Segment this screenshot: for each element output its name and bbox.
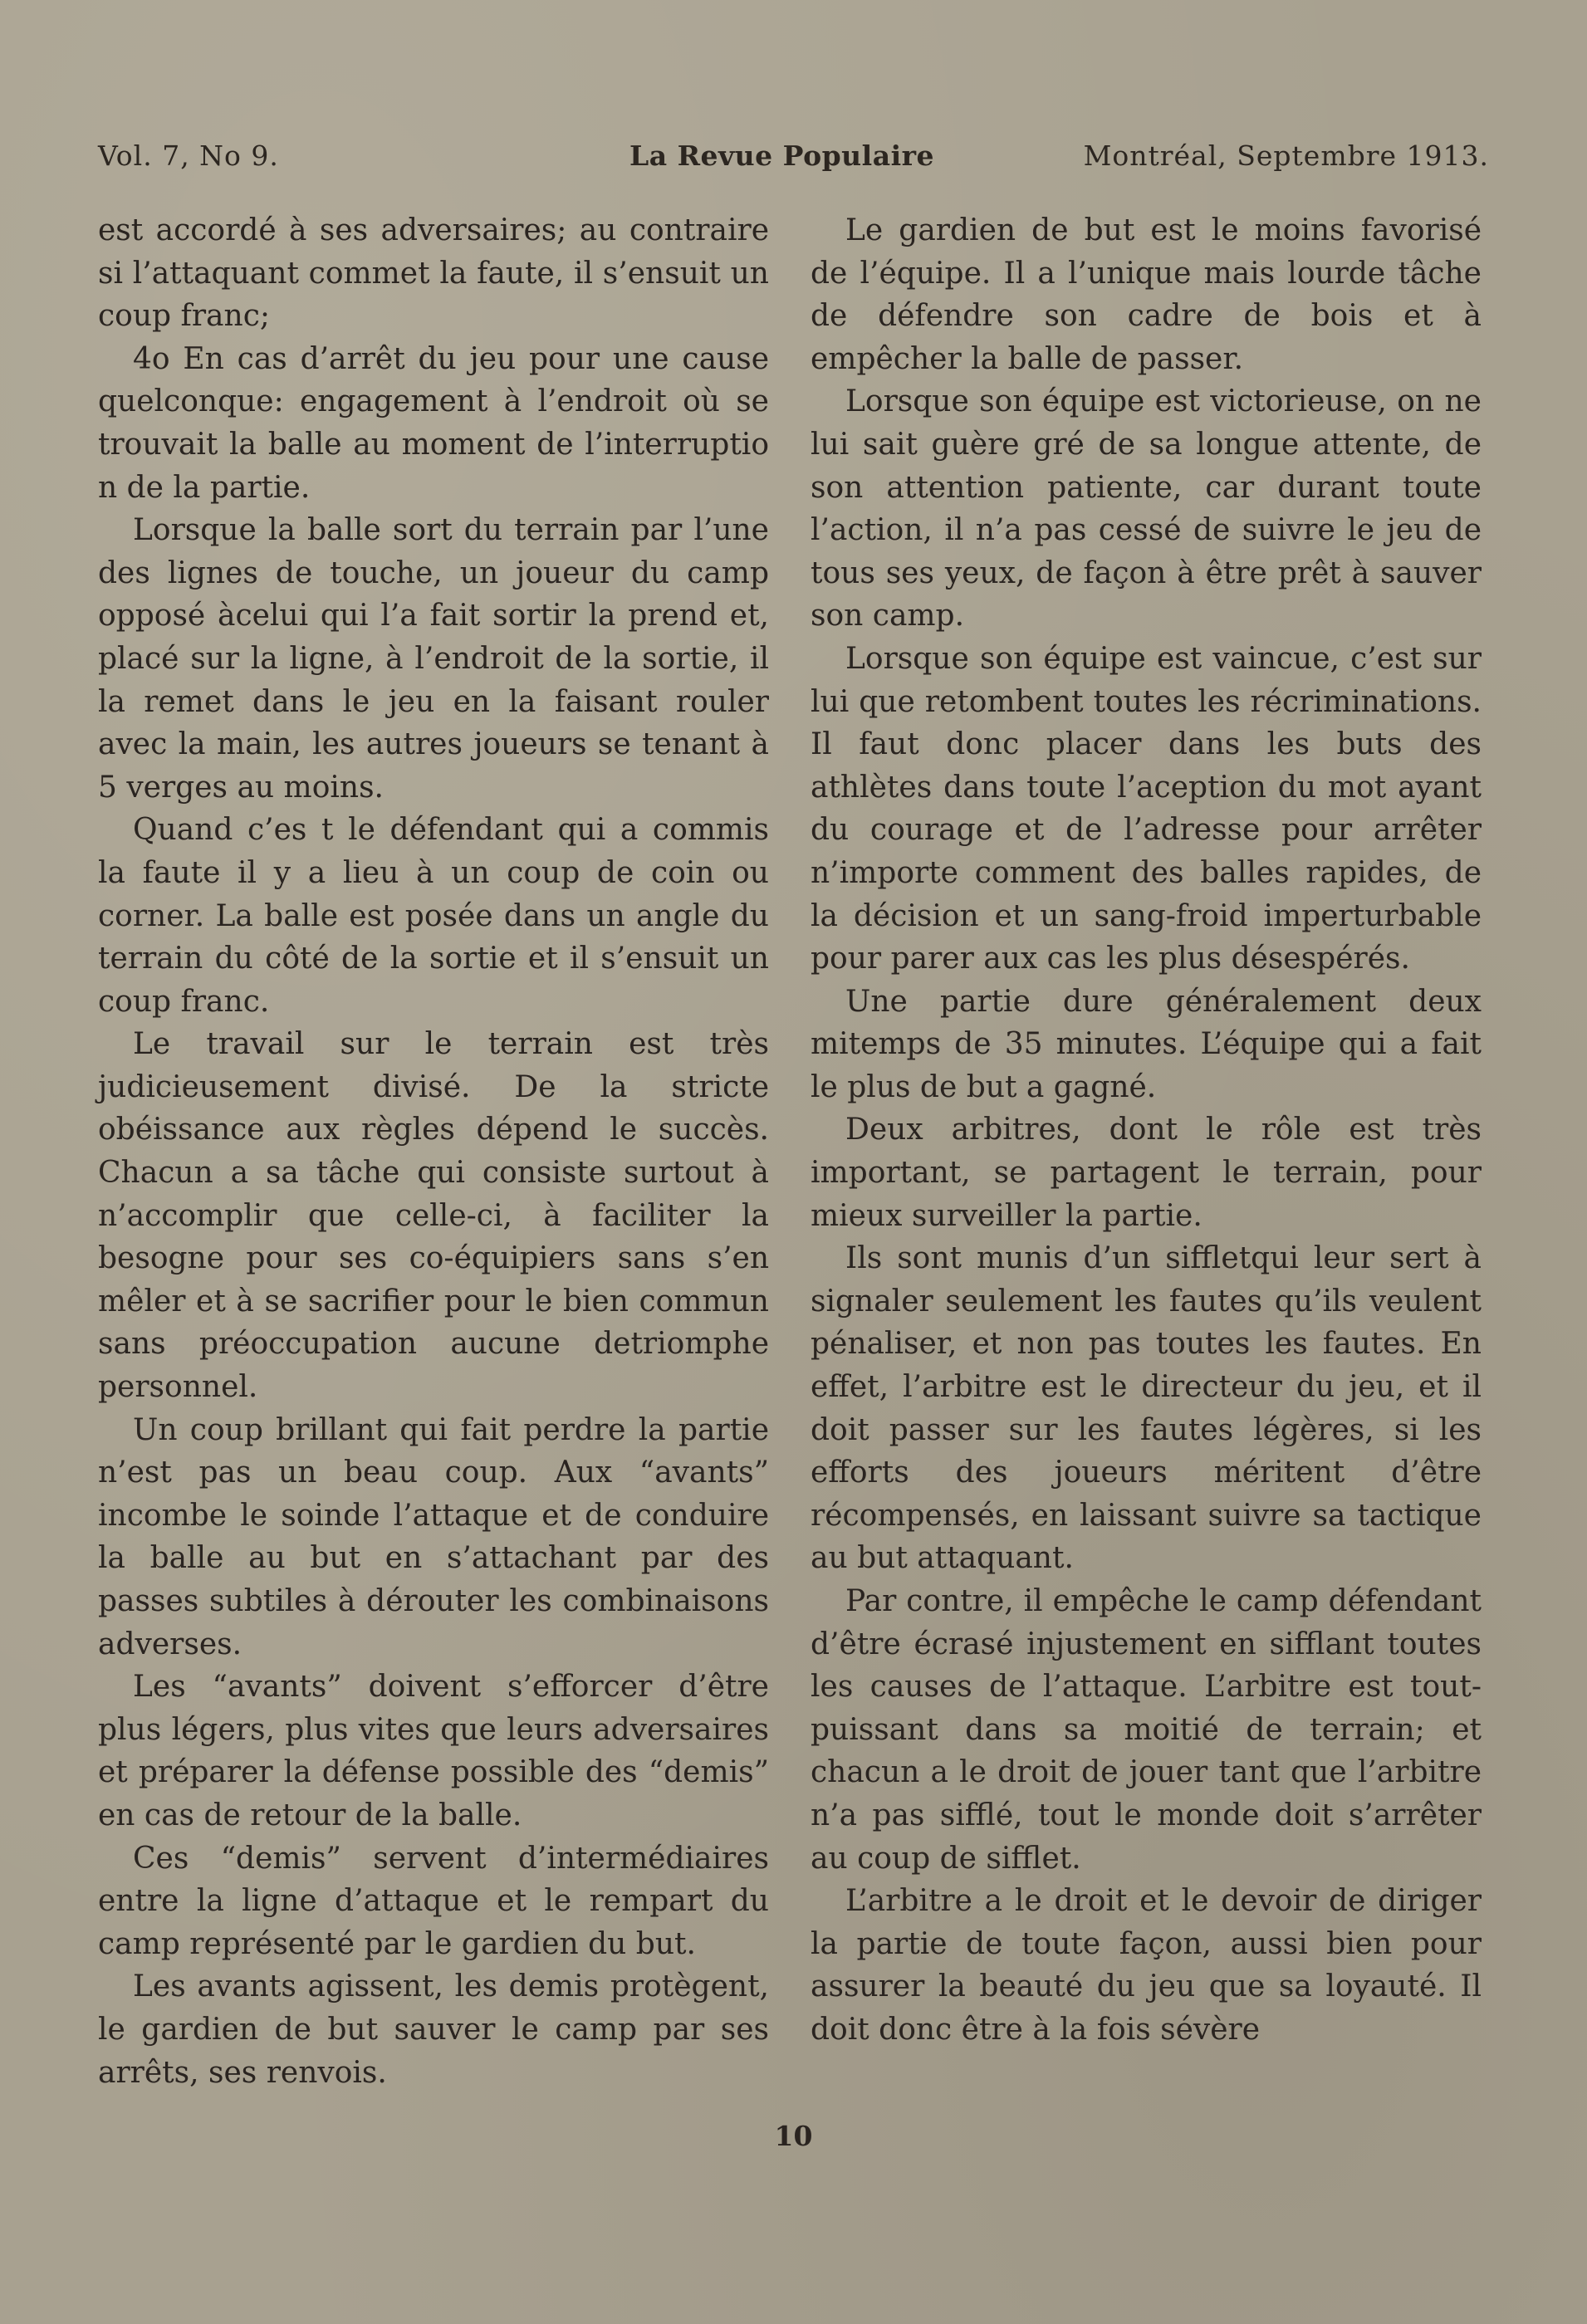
paragraph: Ces “demis” servent d’intermédiaires entre la ligne d’attaque et le rempart du camp représenté par le gardien du but. [98, 1841, 769, 1961]
page-number: 10 [774, 2120, 813, 2152]
paragraph: Quand c’es t le défendant qui a commis la faute il y a lieu à un coup de coin ou corner. La balle est posée dans un angle du terrain du côté de la sortie et il s’ensuit un coup franc. [98, 813, 769, 1019]
paragraph: 4o En cas d’arrêt du jeu pour une cause quelconque: engagement à l’endroit où se trouvait la balle au moment de l’interruptio n de la partie. [98, 341, 769, 505]
paragraph: Lorsque son équipe est victorieuse, on ne lui sait guère gré de sa longue attente, de son attention patiente, car durant toute l’action, il n’a pas cessé de suivre le jeu de tous ses yeux, de façon à être prêt à sauver son camp. [811, 384, 1482, 634]
paragraph: Une partie dure généralement deux mitemps de 35 minutes. L’équipe qui a fait le plus de but a gagné. [811, 984, 1482, 1104]
paragraph: Lorsque la balle sort du terrain par l’une des lignes de touche, un joueur du camp opposé àcelui qui l’a fait sortir la prend et, placé sur la ligne, à l’endroit de la sortie, il la remet dans le jeu en la faisant rouler avec la main, les autres joueurs se tenant à 5 verges au moins. [98, 513, 769, 805]
paragraph: Lorsque son équipe est vaincue, c’est sur lui que retombent toutes les récriminations. Il faut donc placer dans les buts des athlètes dans toute l’aception du mot ayant du courage et de l’adresse pour arrêter n’importe comment des balles rapides, de la décision et un sang-froid imperturbable pour parer aux cas les plus désespérés. [811, 641, 1482, 976]
left-column [98, 209, 769, 2094]
paragraph: Un coup brillant qui fait perdre la partie n’est pas un beau coup. Aux “avants” incombe le soinde l’attaque et de conduire la balle au but en s’attachant par des passes subtiles à dérouter les combinaisons adverses. [98, 1412, 769, 1661]
place-date: Montréal, Septembre 1913. [1083, 139, 1489, 172]
paragraph: Les avants agissent, les demis protègent, le gardien de but sauver le camp par ses arrêts, ses renvois. [98, 1969, 769, 2090]
paragraph: Le travail sur le terrain est très judicieusement divisé. De la stricte obéissance aux règles dépend le succès. Chacun a sa tâche qui consiste surtout à n’accomplir que celle-ci, à faciliter la besogne pour ses co-équipiers sans s’en mêler et à se sacrifier pour le bien commun sans préoccupation aucune detriomphe personnel. [98, 1027, 769, 1405]
paragraph: Par contre, il empêche le camp défendant d’être écrasé injustement en sifflant toutes les causes de l’attaque. L’arbitre est tout-puissant dans sa moitié de terrain; et chacun a le droit de jouer tant que l’arbitre n’a pas sifflé, tout le monde doit s’arrêter au coup de sifflet. [811, 1584, 1482, 1876]
paragraph: Les “avants” doivent s’efforcer d’être plus légers, plus vites que leurs adversaires et préparer la défense possible des “demis” en cas de retour de la balle. [98, 1670, 769, 1832]
paragraph: L’arbitre a le droit et le devoir de diriger la partie de toute façon, aussi bien pour assurer la beauté du jeu que sa loyauté. Il doit donc être à la fois sévère [811, 1884, 1482, 2047]
paragraph: est accordé à ses adversaires; au contraire si l’attaquant commet la faute, il s’ensuit un coup franc; [98, 213, 769, 334]
paragraph: Deux arbitres, dont le rôle est très important, se partagent le terrain, pour mieux surveiller la partie. [811, 1113, 1482, 1233]
running-header [98, 139, 1489, 189]
journal-title: La Revue Populaire [629, 139, 934, 172]
volume-number: Vol. 7, No 9. [98, 139, 279, 172]
paragraph: Ils sont munis d’un siffletqui leur sert à signaler seulement les fautes qu’ils veulent pénaliser, et non pas toutes les fautes. En effet, l’arbitre est le directeur du jeu, et il doit passer sur les fautes légères, si les efforts des joueurs méritent d’être récompensés, en laissant suivre sa tactique au but attaquant. [811, 1241, 1482, 1576]
paragraph: Le gardien de but est le moins favorisé de l’équipe. Il a l’unique mais lourde tâche de défendre son cadre de bois et à empêcher la balle de passer. [811, 213, 1482, 376]
right-column [811, 209, 1482, 2052]
